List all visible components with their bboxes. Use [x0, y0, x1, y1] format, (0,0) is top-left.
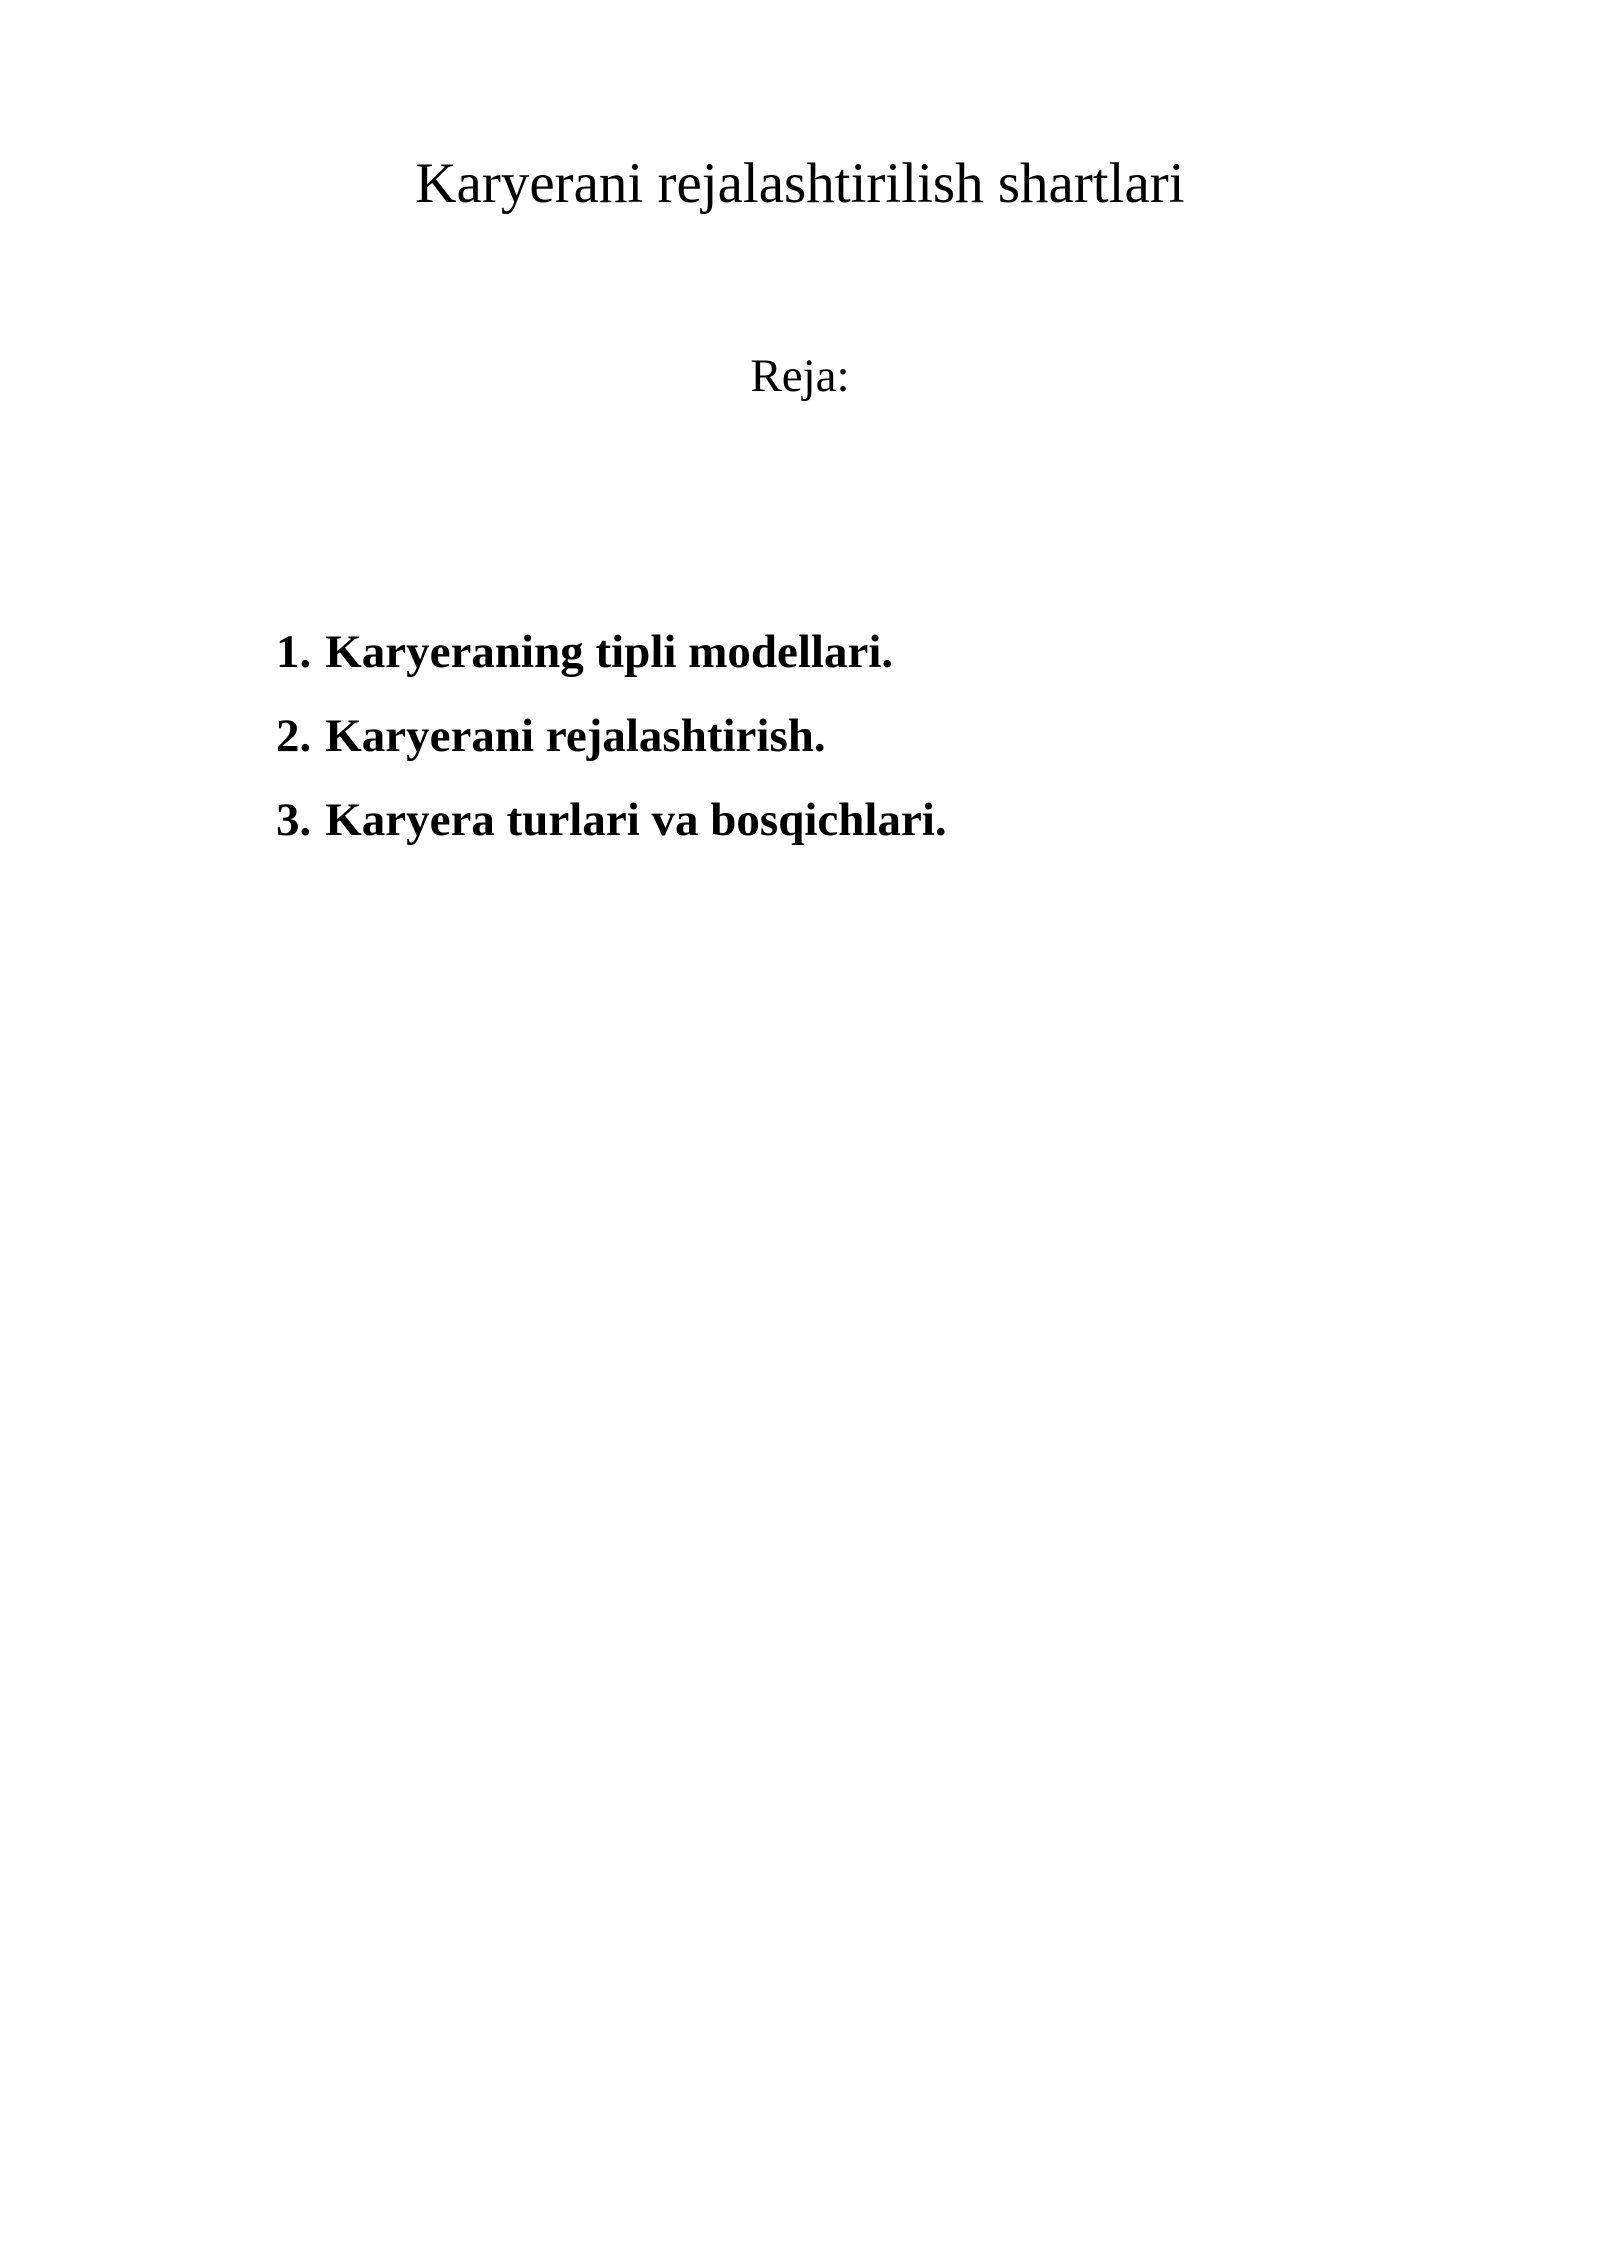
plan-item-number: 1.: [276, 626, 312, 678]
plan-item-text: Karyeraning tipli modellari.: [325, 626, 894, 678]
plan-item-text: Karyerani rejalashtirish.: [325, 710, 826, 762]
plan-item: [276, 778, 947, 862]
document-title: Karyerani rejalashtirilish shartlari: [415, 152, 1185, 215]
plan-list: [276, 610, 947, 862]
plan-item-number: 3.: [276, 794, 312, 846]
plan-item: [276, 610, 947, 694]
plan-item-number: 2.: [276, 710, 312, 762]
plan-item: [276, 694, 947, 778]
plan-item-text: Karyera turlari va bosqichlari.: [325, 794, 947, 846]
plan-heading: Reja:: [750, 350, 850, 402]
